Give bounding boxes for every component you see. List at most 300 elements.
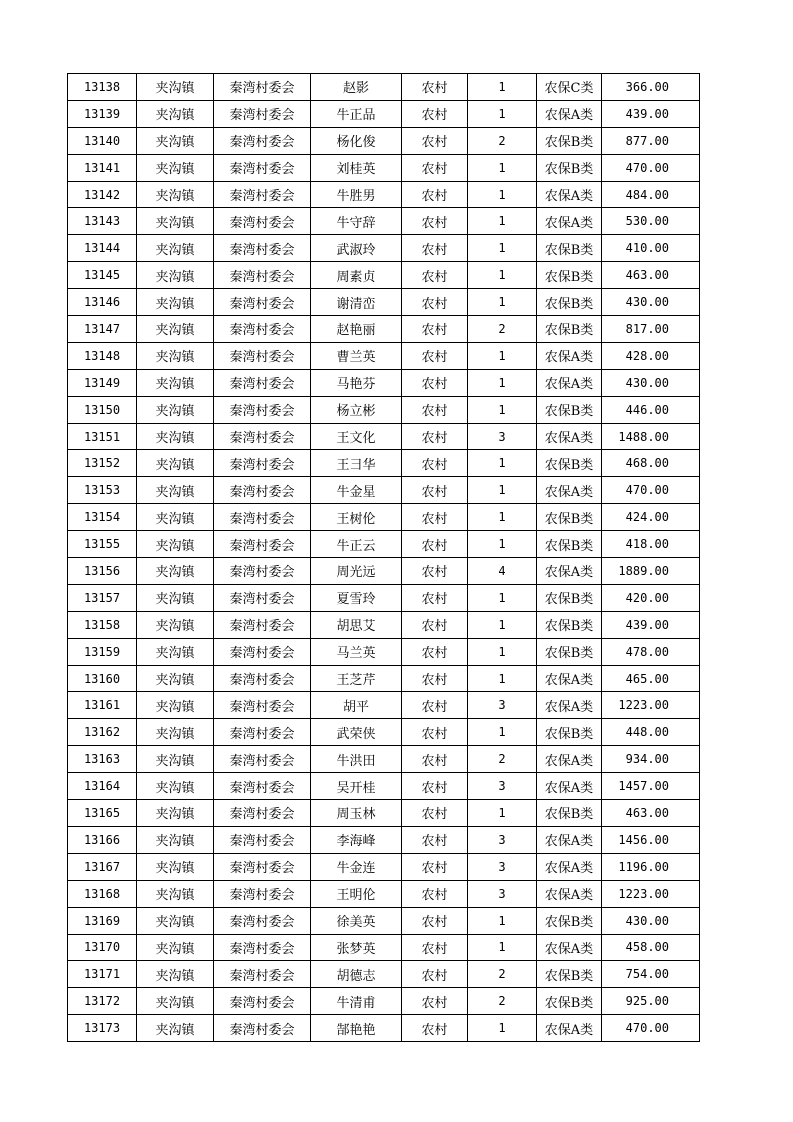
table-row [68, 531, 700, 558]
record-id-cell: 13157 [68, 584, 137, 611]
amount-cell: 530.00 [602, 208, 700, 235]
category-cell: 农保B类 [537, 719, 602, 746]
category-cell: 农保A类 [537, 342, 602, 369]
town-cell: 夹沟镇 [137, 181, 214, 208]
table-row [68, 235, 700, 262]
category-cell: 农保B类 [537, 127, 602, 154]
amount-cell: 465.00 [602, 665, 700, 692]
village-cell: 秦湾村委会 [214, 74, 311, 101]
category-cell: 农保A类 [537, 665, 602, 692]
town-cell: 夹沟镇 [137, 584, 214, 611]
amount-cell: 463.00 [602, 262, 700, 289]
amount-cell: 934.00 [602, 746, 700, 773]
area-cell: 农村 [402, 773, 468, 800]
table-row [68, 800, 700, 827]
household-count-cell: 1 [468, 638, 537, 665]
record-id-cell: 13162 [68, 719, 137, 746]
category-cell: 农保C类 [537, 74, 602, 101]
record-id-cell: 13170 [68, 934, 137, 961]
household-count-cell: 1 [468, 450, 537, 477]
town-cell: 夹沟镇 [137, 396, 214, 423]
amount-cell: 458.00 [602, 934, 700, 961]
village-cell: 秦湾村委会 [214, 396, 311, 423]
table-row [68, 638, 700, 665]
name-cell: 胡平 [311, 692, 402, 719]
name-cell: 牛清甫 [311, 988, 402, 1015]
town-cell: 夹沟镇 [137, 665, 214, 692]
town-cell: 夹沟镇 [137, 342, 214, 369]
name-cell: 李海峰 [311, 826, 402, 853]
household-count-cell: 1 [468, 154, 537, 181]
name-cell: 王明伦 [311, 880, 402, 907]
town-cell: 夹沟镇 [137, 907, 214, 934]
village-cell: 秦湾村委会 [214, 665, 311, 692]
table-row [68, 826, 700, 853]
category-cell: 农保A类 [537, 208, 602, 235]
village-cell: 秦湾村委会 [214, 853, 311, 880]
village-cell: 秦湾村委会 [214, 504, 311, 531]
table-row [68, 127, 700, 154]
town-cell: 夹沟镇 [137, 369, 214, 396]
amount-cell: 430.00 [602, 907, 700, 934]
amount-cell: 463.00 [602, 800, 700, 827]
name-cell: 武荣侠 [311, 719, 402, 746]
household-count-cell: 1 [468, 800, 537, 827]
area-cell: 农村 [402, 961, 468, 988]
town-cell: 夹沟镇 [137, 611, 214, 638]
town-cell: 夹沟镇 [137, 934, 214, 961]
record-id-cell: 13154 [68, 504, 137, 531]
amount-cell: 1456.00 [602, 826, 700, 853]
amount-cell: 424.00 [602, 504, 700, 531]
amount-cell: 418.00 [602, 531, 700, 558]
area-cell: 农村 [402, 154, 468, 181]
name-cell: 王树伦 [311, 504, 402, 531]
town-cell: 夹沟镇 [137, 477, 214, 504]
table-row [68, 396, 700, 423]
record-id-cell: 13145 [68, 262, 137, 289]
town-cell: 夹沟镇 [137, 316, 214, 343]
name-cell: 胡德志 [311, 961, 402, 988]
town-cell: 夹沟镇 [137, 423, 214, 450]
town-cell: 夹沟镇 [137, 853, 214, 880]
record-id-cell: 13163 [68, 746, 137, 773]
name-cell: 夏雪玲 [311, 584, 402, 611]
area-cell: 农村 [402, 988, 468, 1015]
household-count-cell: 1 [468, 531, 537, 558]
household-count-cell: 3 [468, 826, 537, 853]
amount-cell: 468.00 [602, 450, 700, 477]
household-count-cell: 1 [468, 181, 537, 208]
village-cell: 秦湾村委会 [214, 154, 311, 181]
record-id-cell: 13150 [68, 396, 137, 423]
area-cell: 农村 [402, 692, 468, 719]
town-cell: 夹沟镇 [137, 558, 214, 585]
village-cell: 秦湾村委会 [214, 988, 311, 1015]
record-id-cell: 13144 [68, 235, 137, 262]
area-cell: 农村 [402, 638, 468, 665]
category-cell: 农保B类 [537, 504, 602, 531]
amount-cell: 410.00 [602, 235, 700, 262]
village-cell: 秦湾村委会 [214, 127, 311, 154]
name-cell: 周光远 [311, 558, 402, 585]
name-cell: 郜艳艳 [311, 1015, 402, 1042]
table-row [68, 100, 700, 127]
name-cell: 牛金连 [311, 853, 402, 880]
data-sheet [67, 73, 699, 1042]
table-row [68, 988, 700, 1015]
village-cell: 秦湾村委会 [214, 934, 311, 961]
amount-cell: 428.00 [602, 342, 700, 369]
name-cell: 张梦英 [311, 934, 402, 961]
name-cell: 徐美英 [311, 907, 402, 934]
area-cell: 农村 [402, 504, 468, 531]
village-cell: 秦湾村委会 [214, 719, 311, 746]
area-cell: 农村 [402, 396, 468, 423]
town-cell: 夹沟镇 [137, 988, 214, 1015]
household-count-cell: 1 [468, 611, 537, 638]
village-cell: 秦湾村委会 [214, 369, 311, 396]
town-cell: 夹沟镇 [137, 1015, 214, 1042]
table-row [68, 208, 700, 235]
record-id-cell: 13138 [68, 74, 137, 101]
town-cell: 夹沟镇 [137, 880, 214, 907]
household-count-cell: 1 [468, 504, 537, 531]
name-cell: 牛胜男 [311, 181, 402, 208]
record-id-cell: 13171 [68, 961, 137, 988]
record-id-cell: 13172 [68, 988, 137, 1015]
area-cell: 农村 [402, 423, 468, 450]
town-cell: 夹沟镇 [137, 74, 214, 101]
category-cell: 农保A类 [537, 100, 602, 127]
area-cell: 农村 [402, 208, 468, 235]
record-id-cell: 13161 [68, 692, 137, 719]
amount-cell: 470.00 [602, 154, 700, 181]
record-id-cell: 13155 [68, 531, 137, 558]
name-cell: 曹兰英 [311, 342, 402, 369]
name-cell: 谢清峦 [311, 289, 402, 316]
town-cell: 夹沟镇 [137, 692, 214, 719]
name-cell: 周素贞 [311, 262, 402, 289]
town-cell: 夹沟镇 [137, 504, 214, 531]
town-cell: 夹沟镇 [137, 262, 214, 289]
household-count-cell: 1 [468, 74, 537, 101]
area-cell: 农村 [402, 611, 468, 638]
town-cell: 夹沟镇 [137, 100, 214, 127]
category-cell: 农保A类 [537, 423, 602, 450]
area-cell: 农村 [402, 369, 468, 396]
town-cell: 夹沟镇 [137, 773, 214, 800]
table-row [68, 773, 700, 800]
table-row [68, 74, 700, 101]
area-cell: 农村 [402, 181, 468, 208]
record-id-cell: 13148 [68, 342, 137, 369]
household-count-cell: 2 [468, 988, 537, 1015]
record-id-cell: 13156 [68, 558, 137, 585]
name-cell: 胡思艾 [311, 611, 402, 638]
area-cell: 农村 [402, 746, 468, 773]
table-row [68, 665, 700, 692]
village-cell: 秦湾村委会 [214, 746, 311, 773]
household-count-cell: 3 [468, 692, 537, 719]
area-cell: 农村 [402, 477, 468, 504]
area-cell: 农村 [402, 450, 468, 477]
record-id-cell: 13152 [68, 450, 137, 477]
household-count-cell: 1 [468, 369, 537, 396]
area-cell: 农村 [402, 342, 468, 369]
name-cell: 牛正云 [311, 531, 402, 558]
name-cell: 赵艳丽 [311, 316, 402, 343]
name-cell: 吴开桂 [311, 773, 402, 800]
area-cell: 农村 [402, 74, 468, 101]
household-count-cell: 2 [468, 316, 537, 343]
household-count-cell: 3 [468, 423, 537, 450]
name-cell: 杨化俊 [311, 127, 402, 154]
category-cell: 农保B类 [537, 638, 602, 665]
household-count-cell: 1 [468, 100, 537, 127]
category-cell: 农保A类 [537, 934, 602, 961]
amount-cell: 877.00 [602, 127, 700, 154]
household-count-cell: 1 [468, 208, 537, 235]
amount-cell: 448.00 [602, 719, 700, 746]
table-row [68, 692, 700, 719]
table-row [68, 342, 700, 369]
record-id-cell: 13169 [68, 907, 137, 934]
household-count-cell: 2 [468, 746, 537, 773]
record-id-cell: 13158 [68, 611, 137, 638]
area-cell: 农村 [402, 719, 468, 746]
category-cell: 农保A类 [537, 369, 602, 396]
village-cell: 秦湾村委会 [214, 342, 311, 369]
village-cell: 秦湾村委会 [214, 477, 311, 504]
amount-cell: 484.00 [602, 181, 700, 208]
area-cell: 农村 [402, 826, 468, 853]
record-id-cell: 13141 [68, 154, 137, 181]
town-cell: 夹沟镇 [137, 826, 214, 853]
household-count-cell: 1 [468, 235, 537, 262]
name-cell: 牛正品 [311, 100, 402, 127]
category-cell: 农保A类 [537, 880, 602, 907]
category-cell: 农保B类 [537, 289, 602, 316]
area-cell: 农村 [402, 934, 468, 961]
town-cell: 夹沟镇 [137, 127, 214, 154]
area-cell: 农村 [402, 1015, 468, 1042]
village-cell: 秦湾村委会 [214, 289, 311, 316]
category-cell: 农保B类 [537, 988, 602, 1015]
category-cell: 农保A类 [537, 853, 602, 880]
table-row [68, 289, 700, 316]
town-cell: 夹沟镇 [137, 154, 214, 181]
record-id-cell: 13159 [68, 638, 137, 665]
category-cell: 农保B类 [537, 961, 602, 988]
area-cell: 农村 [402, 262, 468, 289]
record-id-cell: 13165 [68, 800, 137, 827]
area-cell: 农村 [402, 800, 468, 827]
name-cell: 武淑玲 [311, 235, 402, 262]
record-id-cell: 13139 [68, 100, 137, 127]
amount-cell: 470.00 [602, 477, 700, 504]
category-cell: 农保B类 [537, 396, 602, 423]
table-row [68, 1015, 700, 1042]
household-count-cell: 2 [468, 961, 537, 988]
town-cell: 夹沟镇 [137, 450, 214, 477]
record-id-cell: 13147 [68, 316, 137, 343]
household-count-cell: 1 [468, 907, 537, 934]
table-row [68, 961, 700, 988]
table-row [68, 719, 700, 746]
record-id-cell: 13149 [68, 369, 137, 396]
category-cell: 农保B类 [537, 584, 602, 611]
village-cell: 秦湾村委会 [214, 235, 311, 262]
household-count-cell: 1 [468, 719, 537, 746]
category-cell: 农保B类 [537, 154, 602, 181]
village-cell: 秦湾村委会 [214, 773, 311, 800]
area-cell: 农村 [402, 289, 468, 316]
town-cell: 夹沟镇 [137, 208, 214, 235]
village-cell: 秦湾村委会 [214, 800, 311, 827]
category-cell: 农保B类 [537, 235, 602, 262]
amount-cell: 420.00 [602, 584, 700, 611]
household-count-cell: 1 [468, 262, 537, 289]
name-cell: 牛洪田 [311, 746, 402, 773]
amount-cell: 478.00 [602, 638, 700, 665]
village-cell: 秦湾村委会 [214, 423, 311, 450]
area-cell: 农村 [402, 880, 468, 907]
village-cell: 秦湾村委会 [214, 262, 311, 289]
household-count-cell: 3 [468, 773, 537, 800]
category-cell: 农保A类 [537, 181, 602, 208]
village-cell: 秦湾村委会 [214, 826, 311, 853]
village-cell: 秦湾村委会 [214, 638, 311, 665]
table-row [68, 316, 700, 343]
amount-cell: 470.00 [602, 1015, 700, 1042]
amount-cell: 1457.00 [602, 773, 700, 800]
village-cell: 秦湾村委会 [214, 450, 311, 477]
amount-cell: 754.00 [602, 961, 700, 988]
record-id-cell: 13143 [68, 208, 137, 235]
name-cell: 赵影 [311, 74, 402, 101]
area-cell: 农村 [402, 235, 468, 262]
area-cell: 农村 [402, 558, 468, 585]
village-cell: 秦湾村委会 [214, 692, 311, 719]
town-cell: 夹沟镇 [137, 531, 214, 558]
village-cell: 秦湾村委会 [214, 100, 311, 127]
area-cell: 农村 [402, 853, 468, 880]
category-cell: 农保B类 [537, 262, 602, 289]
category-cell: 农保B类 [537, 450, 602, 477]
table-row [68, 154, 700, 181]
household-count-cell: 3 [468, 880, 537, 907]
category-cell: 农保A类 [537, 1015, 602, 1042]
area-cell: 农村 [402, 531, 468, 558]
table-row [68, 746, 700, 773]
table-row [68, 504, 700, 531]
record-id-cell: 13164 [68, 773, 137, 800]
name-cell: 杨立彬 [311, 396, 402, 423]
household-count-cell: 1 [468, 934, 537, 961]
village-cell: 秦湾村委会 [214, 961, 311, 988]
amount-cell: 1488.00 [602, 423, 700, 450]
records-table [67, 73, 700, 1042]
table-row [68, 477, 700, 504]
amount-cell: 439.00 [602, 100, 700, 127]
table-row [68, 611, 700, 638]
town-cell: 夹沟镇 [137, 961, 214, 988]
area-cell: 农村 [402, 100, 468, 127]
village-cell: 秦湾村委会 [214, 584, 311, 611]
category-cell: 农保B类 [537, 800, 602, 827]
amount-cell: 446.00 [602, 396, 700, 423]
town-cell: 夹沟镇 [137, 289, 214, 316]
record-id-cell: 13167 [68, 853, 137, 880]
table-row [68, 181, 700, 208]
area-cell: 农村 [402, 127, 468, 154]
record-id-cell: 13142 [68, 181, 137, 208]
category-cell: 农保B类 [537, 531, 602, 558]
amount-cell: 1223.00 [602, 880, 700, 907]
table-row [68, 880, 700, 907]
category-cell: 农保A类 [537, 826, 602, 853]
category-cell: 农保B类 [537, 316, 602, 343]
name-cell: 王芝芹 [311, 665, 402, 692]
table-row [68, 423, 700, 450]
area-cell: 农村 [402, 665, 468, 692]
village-cell: 秦湾村委会 [214, 208, 311, 235]
amount-cell: 1223.00 [602, 692, 700, 719]
household-count-cell: 1 [468, 584, 537, 611]
amount-cell: 430.00 [602, 289, 700, 316]
table-row [68, 450, 700, 477]
amount-cell: 925.00 [602, 988, 700, 1015]
village-cell: 秦湾村委会 [214, 181, 311, 208]
town-cell: 夹沟镇 [137, 235, 214, 262]
name-cell: 马兰英 [311, 638, 402, 665]
area-cell: 农村 [402, 316, 468, 343]
town-cell: 夹沟镇 [137, 800, 214, 827]
table-row [68, 907, 700, 934]
town-cell: 夹沟镇 [137, 719, 214, 746]
village-cell: 秦湾村委会 [214, 531, 311, 558]
record-id-cell: 13160 [68, 665, 137, 692]
table-row [68, 262, 700, 289]
table-row [68, 584, 700, 611]
name-cell: 刘桂英 [311, 154, 402, 181]
record-id-cell: 13173 [68, 1015, 137, 1042]
village-cell: 秦湾村委会 [214, 907, 311, 934]
category-cell: 农保A类 [537, 477, 602, 504]
household-count-cell: 1 [468, 342, 537, 369]
record-id-cell: 13168 [68, 880, 137, 907]
name-cell: 马艳芬 [311, 369, 402, 396]
table-row [68, 369, 700, 396]
household-count-cell: 1 [468, 1015, 537, 1042]
village-cell: 秦湾村委会 [214, 880, 311, 907]
area-cell: 农村 [402, 907, 468, 934]
record-id-cell: 13146 [68, 289, 137, 316]
town-cell: 夹沟镇 [137, 746, 214, 773]
area-cell: 农村 [402, 584, 468, 611]
amount-cell: 1889.00 [602, 558, 700, 585]
household-count-cell: 3 [468, 853, 537, 880]
record-id-cell: 13140 [68, 127, 137, 154]
record-id-cell: 13151 [68, 423, 137, 450]
amount-cell: 1196.00 [602, 853, 700, 880]
amount-cell: 430.00 [602, 369, 700, 396]
name-cell: 周玉林 [311, 800, 402, 827]
village-cell: 秦湾村委会 [214, 1015, 311, 1042]
category-cell: 农保A类 [537, 558, 602, 585]
village-cell: 秦湾村委会 [214, 611, 311, 638]
